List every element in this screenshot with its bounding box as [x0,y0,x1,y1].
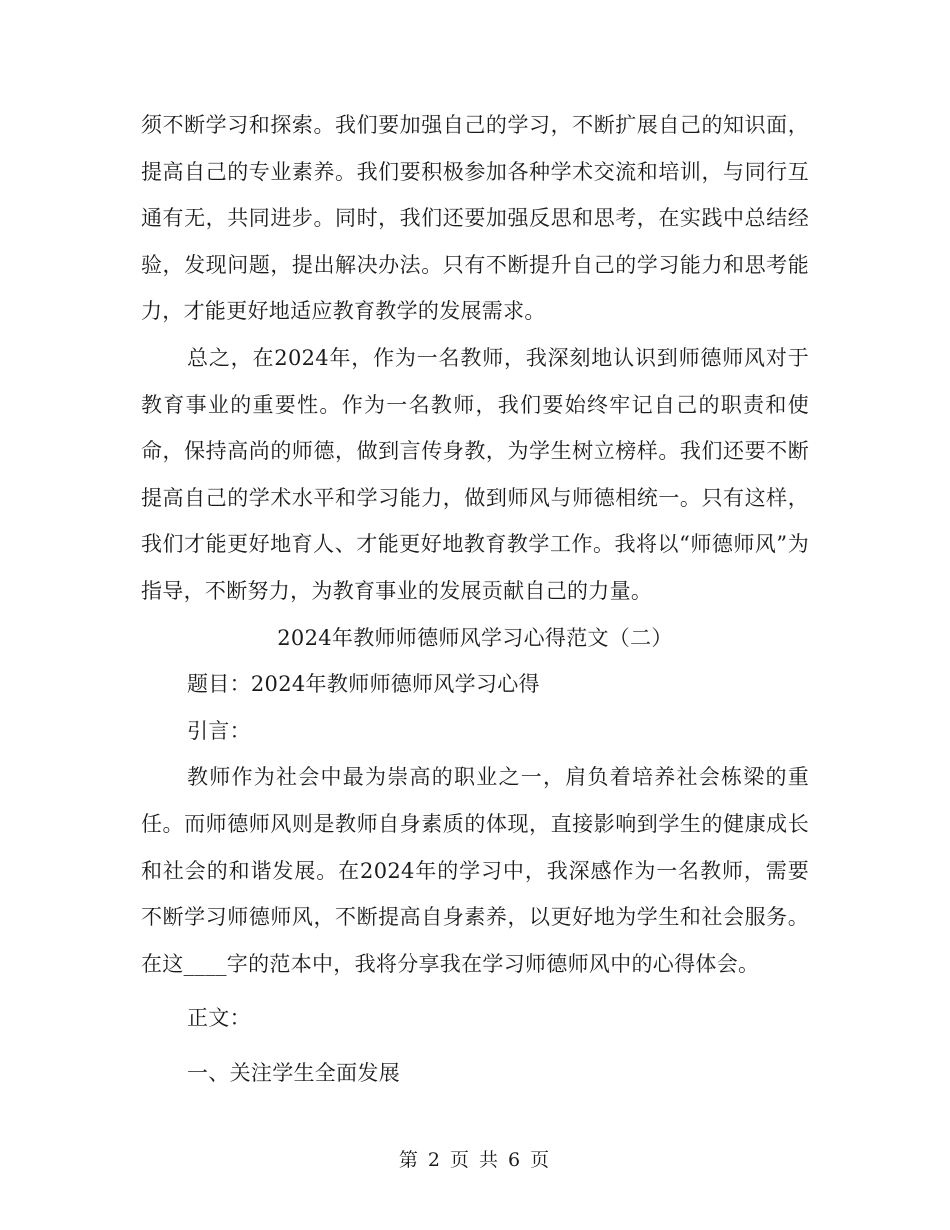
paragraph-conclusion: 总之，在2024年，作为一名教师，我深刻地认识到师德师风对于教育事业的重要性。作为一名教师，我们要始终牢记自己的职责和使命，保持高尚的师德，做到言传身教，为学生树立榜样。我们还要不断提高自己的学术水平和学习能力，做到师风与师德相统一。只有这样，我们才能更好地育人、才能更好地教育教学工作。我将以“师德师风”为指导，不断努力，为教育事业的发展贡献自己的力量。 [141,345,809,603]
page-number: 第 2 页 共 6 页 [398,1149,552,1171]
document-body [141,102,809,1096]
section-title: 2024年教师师德师风学习心得范文（二） [277,625,673,650]
page-footer [0,1145,950,1172]
paragraph-intro: 教师作为社会中最为崇高的职业之一，肩负着培养社会栋梁的重任。而师德师风则是教师自身素质的体现，直接影响到学生的健康成长和社会的和谐发展。在2024年的学习中，我深感作为一名教师，需要不断学习师德师风，不断提高自身素养，以更好地为学生和社会服务。在这____字的范本中，我将分享我在学习师德师风中的心得体会。 [141,765,809,976]
paragraph-continuation: 须不断学习和探索。我们要加强自己的学习，不断扩展自己的知识面，提高自己的专业素养。我们要积极参加各种学术交流和培训，与同行互通有无，共同进步。同时，我们还要加强反思和思考，在实践中总结经验，发现问题，提出解决办法。只有不断提升自己的学习能力和思考能力，才能更好地适应教育教学的发展需求。 [141,113,809,324]
spacer [141,1042,809,1050]
intro-label: 引言： [187,718,251,743]
spacer [141,987,809,995]
subheading-1: 一、关注学生全面发展 [187,1060,400,1085]
topic-line: 题目：2024年教师师德师风学习心得 [187,672,540,697]
body-label: 正文： [187,1006,251,1031]
